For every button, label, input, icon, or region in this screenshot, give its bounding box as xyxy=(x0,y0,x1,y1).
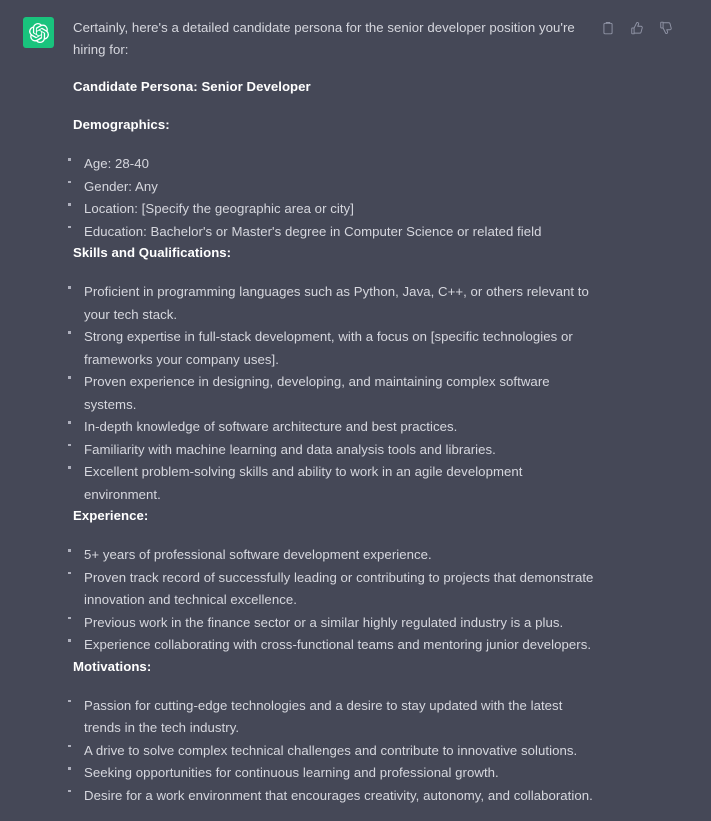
list-item: Previous work in the finance sector or a similar highly regulated industry is a plus. xyxy=(73,612,603,635)
list-item: Passion for cutting-edge technologies and a desire to stay updated with the latest trends in the tech industry. xyxy=(73,695,603,740)
thumbs-down-icon xyxy=(659,21,673,35)
openai-logo-icon xyxy=(29,23,49,43)
section-motivations xyxy=(73,657,603,808)
list-item: Proven experience in designing, developing, and maintaining complex software systems. xyxy=(73,371,603,416)
section-heading: Motivations: xyxy=(73,658,152,674)
list-item: Familiarity with machine learning and data analysis tools and libraries. xyxy=(73,439,603,462)
thumbs-up-button[interactable] xyxy=(628,19,646,37)
thumbs-up-icon xyxy=(630,21,644,35)
bullet-list xyxy=(73,544,603,657)
thumbs-down-button[interactable] xyxy=(657,19,675,37)
list-item: Location: [Specify the geographic area or city] xyxy=(73,198,603,221)
section-skills-and-qualifications xyxy=(73,243,603,506)
list-item: Desire for a work environment that encourages creativity, autonomy, and collaboration. xyxy=(73,785,603,808)
list-item: A drive to solve complex technical challenges and contribute to innovative solutions. xyxy=(73,740,603,763)
section-experience xyxy=(73,506,603,657)
list-item: In-depth knowledge of software architecture and best practices. xyxy=(73,416,603,439)
list-item: Seeking opportunities for continuous learning and professional growth. xyxy=(73,762,603,785)
bullet-list xyxy=(73,153,603,243)
list-item: Age: 28-40 xyxy=(73,153,603,176)
list-item: Strong expertise in full-stack development, with a focus on [specific technologies or frameworks your company uses]. xyxy=(73,326,603,371)
intro-paragraph: Certainly, here's a detailed candidate persona for the senior developer position you're hiring for: xyxy=(73,20,575,57)
copy-icon xyxy=(601,21,615,35)
list-item: Proven track record of successfully leading or contributing to projects that demonstrate innovation and technical excellence. xyxy=(73,567,603,612)
bullet-list xyxy=(73,695,603,808)
list-item: Gender: Any xyxy=(73,176,603,199)
section-demographics xyxy=(73,115,603,243)
section-heading: Skills and Qualifications: xyxy=(73,245,232,260)
message-content xyxy=(73,17,603,807)
assistant-avatar xyxy=(23,17,54,48)
list-item: Education: Bachelor's or Master's degree in Computer Science or related field xyxy=(73,221,603,244)
section-heading: Experience: xyxy=(73,508,149,523)
bullet-list xyxy=(73,281,603,506)
message-actions xyxy=(599,19,675,37)
list-item: 5+ years of professional software development experience. xyxy=(73,544,603,567)
list-item: Proficient in programming languages such as Python, Java, C++, or others relevant to your tech stack. xyxy=(73,281,603,326)
list-item: Excellent problem-solving skills and ability to work in an agile development environment. xyxy=(73,461,603,506)
persona-title: Candidate Persona: Senior Developer xyxy=(73,79,311,94)
section-heading: Demographics: xyxy=(73,117,170,132)
list-item: Experience collaborating with cross-functional teams and mentoring junior developers. xyxy=(73,634,603,657)
